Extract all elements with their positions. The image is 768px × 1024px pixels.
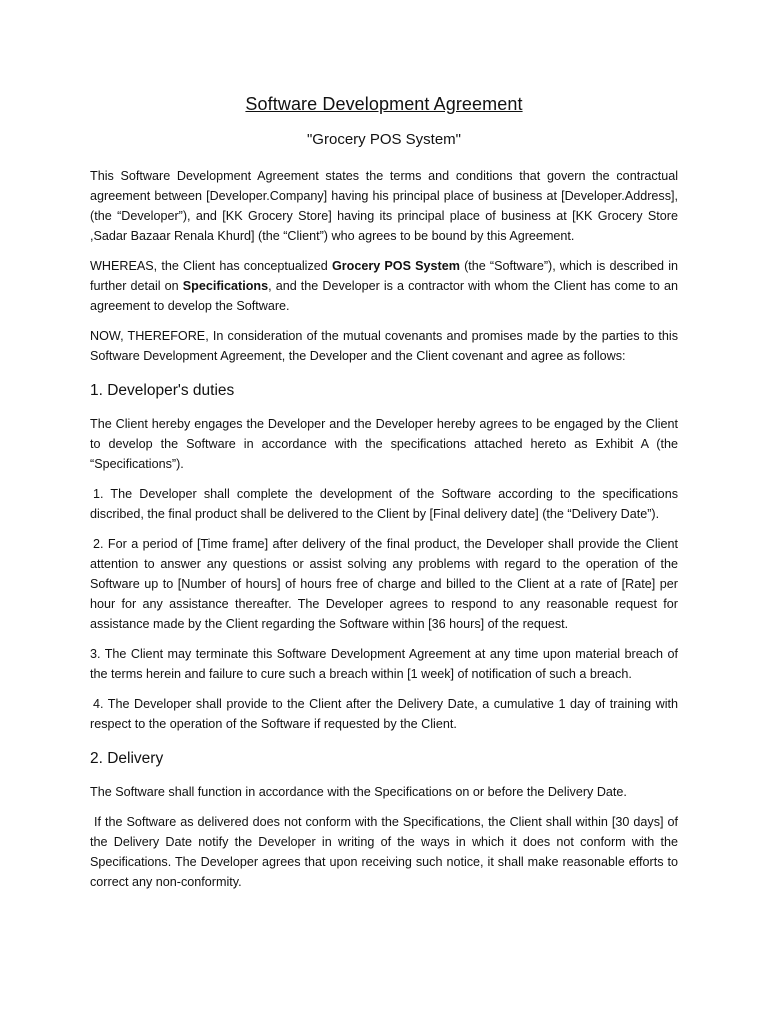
whereas-text-2: (the “Software”), which is described in further detail on xyxy=(90,259,678,293)
whereas-specifications: Specifications xyxy=(182,279,269,293)
document-page xyxy=(90,92,678,902)
delivery-paragraph-1: The Software shall function in accordance with the Specifications on or before the Delivery Date. xyxy=(90,785,627,799)
section-1-heading: 1. Developer's duties xyxy=(90,382,235,399)
document-subtitle: "Grocery POS System" xyxy=(306,131,461,148)
document-title: Software Development Agreement xyxy=(245,94,523,114)
delivery-paragraph-2: If the Software as delivered does not conform with the Specifications, the Client shall within [30 days] of the Delivery Date notify the Developer in writing of the ways in which it does not conform with the Specifications. The Developer agrees that upon receiving such notice, it shall make reasonable efforts to correct any non-conformity. xyxy=(90,815,678,889)
whereas-paragraph xyxy=(90,256,678,316)
section-2-heading: 2. Delivery xyxy=(90,750,164,767)
duty-item-2: 2. For a period of [Time frame] after delivery of the final product, the Developer shall provide the Client attention to answer any questions or assist solving any problems with regard to the operation of the Software up to [Number of hours] of hours free of charge and billed to the Client at a rate of [Rate] per hour for any assistance thereafter. The Developer agrees to respond to any reasonable request for assistance made by the Client regarding the Software within [36 hours] of the request. xyxy=(90,537,678,631)
duty-item-1: 1. The Developer shall complete the development of the Software according to the specifications discribed, the final product shall be delivered to the Client by [Final delivery date] (the “Delivery Date”). xyxy=(90,487,678,521)
duty-item-4: 4. The Developer shall provide to the Client after the Delivery Date, a cumulative 1 day of training with respect to the operation of the Software if requested by the Client. xyxy=(90,697,678,731)
whereas-software-name: Grocery POS System xyxy=(331,259,460,273)
duty-item-3: 3. The Client may terminate this Software Development Agreement at any time upon material breach of the terms herein and failure to cure such a breach within [1 week] of notification of such a breach. xyxy=(90,647,678,681)
intro-paragraph: This Software Development Agreement states the terms and conditions that govern the contractual agreement between [Developer.Company] having his principal place of business at [Developer.Address], (the “Developer”), and [KK Grocery Store] having its principal place of business at [KK Grocery Store ,Sadar Bazaar Renala Khurd] (the “Client”) who agrees to be bound by this Agreement. xyxy=(90,169,678,243)
whereas-text-3: , and the Developer is a contractor with whom the Client has come to an agreement to develop the Software. xyxy=(90,279,679,313)
section-1-intro: The Client hereby engages the Developer and the Developer hereby agrees to be engaged by the Client to develop the Software in accordance with the specifications attached hereto as Exhibit A (the “Specifications”). xyxy=(90,417,678,471)
whereas-text-1: WHEREAS, the Client has conceptualized xyxy=(90,259,332,273)
now-therefore-paragraph: NOW, THEREFORE, In consideration of the mutual covenants and promises made by the parties to this Software Development Agreement, the Developer and the Client covenant and agree as follows: xyxy=(90,329,678,363)
